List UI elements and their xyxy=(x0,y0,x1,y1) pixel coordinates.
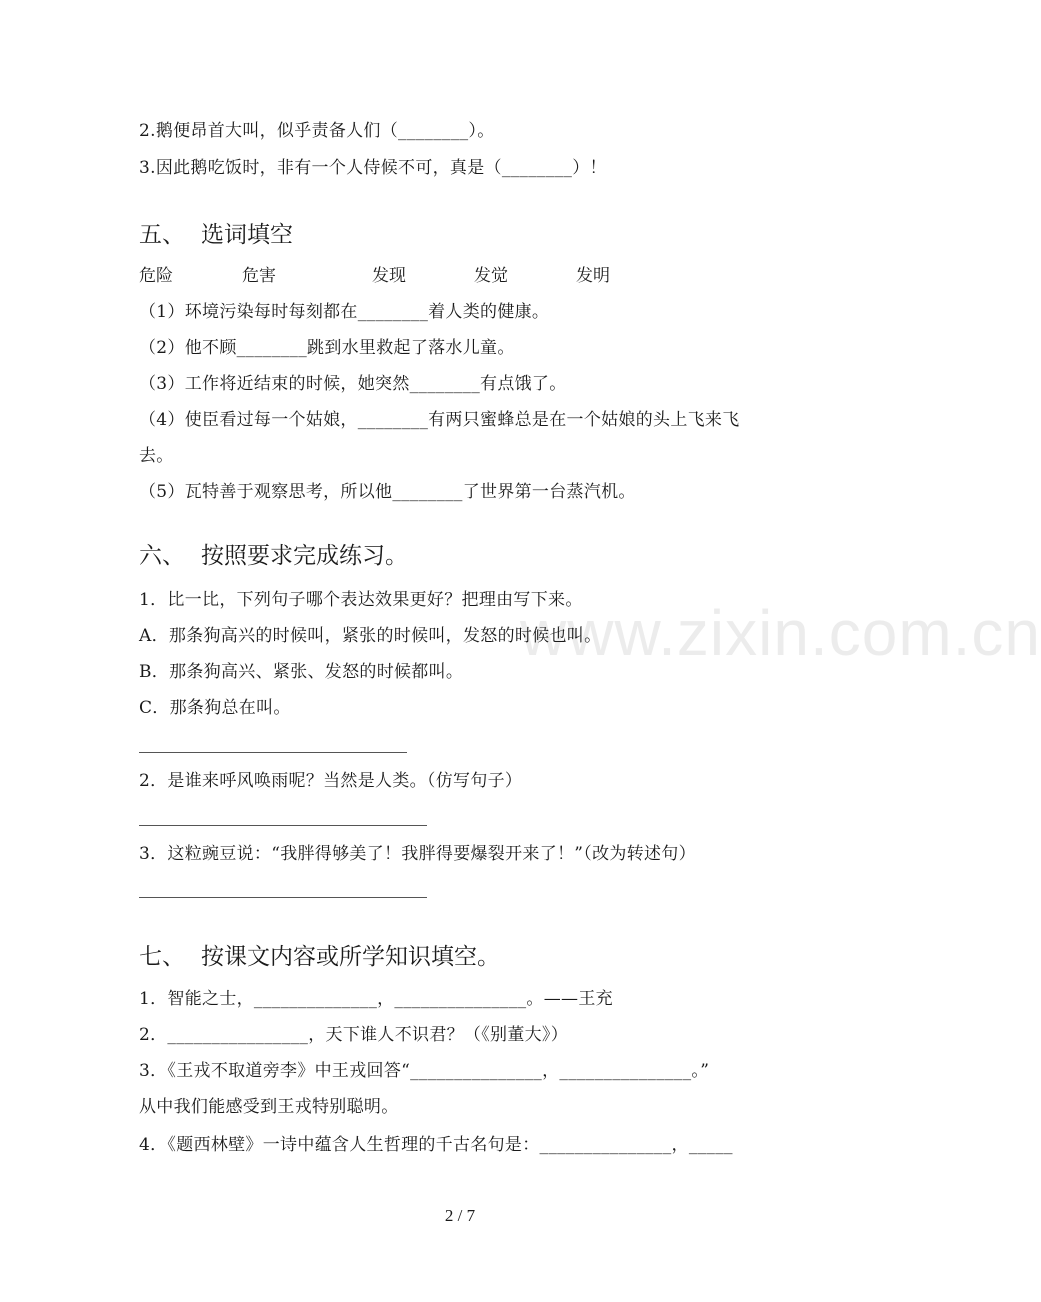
answer-line xyxy=(139,752,407,753)
word-bank-item: 危害 xyxy=(242,266,276,286)
word-bank-item: 发觉 xyxy=(474,266,508,286)
s5-item-3: （3）工作将近结束的时候，她突然________有点饿了。 xyxy=(139,374,567,394)
s5-item-1: （1）环境污染每时每刻都在________着人类的健康。 xyxy=(139,302,550,322)
s5-item-5: （5）瓦特善于观察思考，所以他________了世界第一台蒸汽机。 xyxy=(139,482,636,502)
s6-question-3: 3．这粒豌豆说：“我胖得够美了！我胖得要爆裂开来了！”（改为转述句） xyxy=(139,844,696,864)
section7-heading xyxy=(139,942,500,972)
s6-question-1: 1．比一比，下列句子哪个表达效果更好？把理由写下来。 xyxy=(139,590,583,610)
section5-title: 选词填空 xyxy=(201,222,293,248)
s7-question-1: 1．智能之士，______________，_______________。——王充 xyxy=(139,989,613,1009)
section5-heading xyxy=(139,220,293,250)
section7-title: 按课文内容或所学知识填空。 xyxy=(201,944,500,970)
page-number: 2 / 7 xyxy=(444,1206,476,1225)
word-bank-item: 发现 xyxy=(372,266,406,286)
s6-option-b: B．那条狗高兴、紧张、发怒的时候都叫。 xyxy=(139,662,464,682)
word-bank-item: 危险 xyxy=(139,266,173,286)
word-bank-item: 发明 xyxy=(576,266,610,286)
s4-question-3: 3.因此鹅吃饭时，非有一个人侍候不可，真是（________）！ xyxy=(139,158,607,178)
section7-number: 七、 xyxy=(139,944,185,970)
s6-option-a: A．那条狗高兴的时候叫，紧张的时候叫，发怒的时候也叫。 xyxy=(139,626,602,646)
section5-number: 五、 xyxy=(139,222,185,248)
s6-question-2: 2．是谁来呼风唤雨呢？当然是人类。（仿写句子） xyxy=(139,771,523,791)
s4-question-2: 2.鹅便昂首大叫，似乎责备人们（________）。 xyxy=(139,121,495,141)
answer-line xyxy=(139,825,427,826)
s7-question-3-cont: 从中我们能感受到王戎特别聪明。 xyxy=(139,1097,399,1117)
section6-number: 六、 xyxy=(139,543,185,569)
section6-heading xyxy=(139,541,408,571)
s5-item-2: （2）他不顾________跳到水里救起了落水儿童。 xyxy=(139,338,515,358)
s7-question-2: 2．________________，天下谁人不识君？（《别董大》） xyxy=(139,1025,569,1045)
watermark: www.zixin.com.cn xyxy=(520,597,1041,669)
s7-question-3: 3．《王戎不取道旁李》中王戎回答“_______________，_______________。” xyxy=(139,1061,710,1081)
section6-title: 按照要求完成练习。 xyxy=(201,543,408,569)
s7-question-4: 4．《题西林壁》一诗中蕴含人生哲理的千古名句是：_______________，_____ xyxy=(139,1135,733,1155)
answer-line xyxy=(139,897,427,898)
s6-option-c: C．那条狗总在叫。 xyxy=(139,698,291,718)
s5-item-4: （4）使臣看过每一个姑娘，________有两只蜜蜂总是在一个姑娘的头上飞来飞 xyxy=(139,410,740,430)
s5-item-4-cont: 去。 xyxy=(139,446,174,466)
